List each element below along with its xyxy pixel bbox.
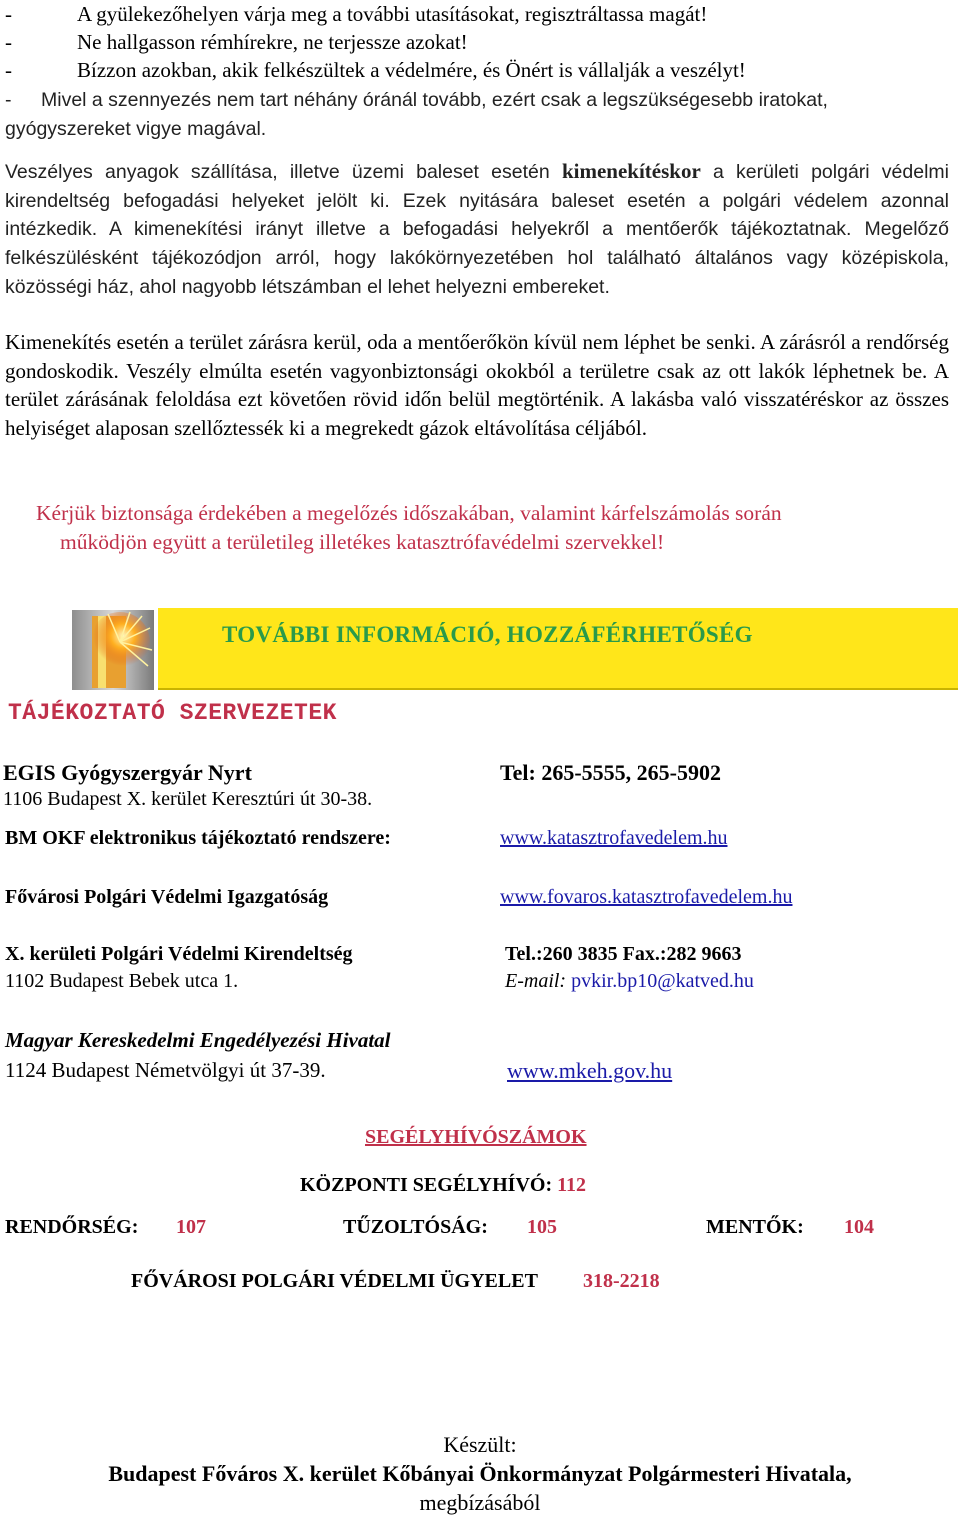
kirendeltseg-name: X. kerületi Polgári Védelmi Kirendeltség: [5, 943, 353, 965]
central-emergency: [300, 1174, 586, 1197]
bullet-item: - Bízzon azokban, akik felkészültek a védelmére, és Önért is vállalják a veszélyt!: [5, 58, 746, 82]
emergency-heading: SEGÉLYHÍVÓSZÁMOK: [365, 1126, 587, 1148]
bullet-item: - Mivel a szennyezés nem tart néhány óránál tovább, ezért csak a legszükségesebb iratokat, gyógyszereket vigye magával.: [5, 89, 828, 140]
fire-label: TŰZOLTÓSÁG:: [343, 1216, 488, 1238]
para-rest: a kerületi polgári védelmi kirendeltség befogadási helyeket jelölt ki. Ezek nyitására baleset esetén a polgári védelem azonnal intézkedik. A kimenekítési irányt illetve a befogadási helyekről a mentőerők tájékoztatnak. Megelőző felkészülésként tájékozódjon arról, hogy lakókörnyezetében hol található általános vagy középiskola, közösségi ház, ahol nagyobb létszámban el lehet helyezni embereket.: [5, 161, 950, 298]
civil-defense-number: 318-2218: [583, 1270, 660, 1292]
egis-name: EGIS Gyógyszergyár Nyrt: [3, 760, 252, 785]
bullet-text: Bízzon azokban, akik felkészültek a védelmére, és Önért is vállalják a veszélyt!: [77, 58, 746, 82]
appeal-line-1: Kérjük biztonsága érdekében a megelőzés időszakában, valamint kárfelszámolás során: [36, 501, 782, 525]
fovarosi-link[interactable]: www.fovaros.katasztrofavedelem.hu: [500, 886, 793, 908]
bullet-item: - Ne hallgasson rémhírekre, ne terjessze azokat!: [5, 30, 468, 54]
bm-okf-name: BM OKF elektronikus tájékoztató rendszere:: [5, 827, 391, 849]
ambulance-label: MENTŐK:: [706, 1216, 804, 1238]
mkeh-address: 1124 Budapest Németvölgyi út 37-39.: [5, 1058, 326, 1082]
para-bold-term: kimenekítéskor: [561, 159, 701, 183]
info-banner: [158, 608, 958, 690]
footer-commission: megbízásából: [419, 1490, 541, 1515]
bullet-item: - A gyülekezőhelyen várja meg a további utasításokat, regisztráltassa magát!: [5, 2, 708, 26]
central-number: 112: [557, 1174, 587, 1196]
kirendeltseg-address: 1102 Budapest Bebek utca 1.: [5, 970, 239, 992]
org-heading: TÁJÉKOZTATÓ SZERVEZETEK: [8, 700, 337, 726]
mkeh-link[interactable]: www.mkeh.gov.hu: [507, 1058, 673, 1083]
email-label: E-mail:: [505, 970, 567, 992]
fovarosi-name: Fővárosi Polgári Védelmi Igazgatóság: [5, 886, 329, 908]
mkeh-name: Magyar Kereskedelmi Engedélyezési Hivatal: [5, 1028, 391, 1052]
evacuation-paragraph: [5, 157, 949, 302]
email-link[interactable]: pvkir.bp10@katved.hu: [571, 970, 754, 992]
bullet-text: Ne hallgasson rémhírekre, ne terjessze azokat!: [77, 30, 468, 54]
closure-paragraph: Kimenekítés esetén a terület zárásra kerül, oda a mentőerőkön kívül nem léphet be senki. A zárásról a rendőrség gondoskodik. Veszély elmúlta esetén vagyonbiztonsági okokból a területre csak az ott lakók léphetnek be. A terület zárásának feloldása ezt követően rövid időn belül megtörténik. A lakásba való visszatéréskor az összes helyiséget alaposan szellőztessék ki a megrekedt gázok eltávolítása céljából.: [5, 330, 949, 441]
egis-address: 1106 Budapest X. kerület Keresztúri út 30-38.: [3, 788, 373, 810]
banner-title: TOVÁBBI INFORMÁCIÓ, HOZZÁFÉRHETŐSÉG: [222, 622, 753, 647]
kirendeltseg-tel: Tel.:260 3835 Fax.:282 9663: [505, 943, 742, 965]
appeal-line-2: működjön együtt a területileg illetékes katasztrófavédelmi szervekkel!: [60, 530, 665, 554]
bm-okf-link[interactable]: www.katasztrofavedelem.hu: [500, 827, 728, 849]
police-number: 107: [176, 1216, 206, 1238]
civil-defense-label: FŐVÁROSI POLGÁRI VÉDELMI ÜGYELET: [131, 1270, 538, 1292]
footer-prepared: Készült:: [443, 1432, 517, 1457]
bullet-text: A gyülekezőhelyen várja meg a további utasításokat, regisztráltassa magát!: [77, 2, 708, 26]
police-label: RENDŐRSÉG:: [5, 1216, 139, 1238]
bullet-text: Mivel a szennyezés nem tart néhány óránál tovább, ezért csak a legszükségesebb iratokat, gyógyszereket vigye magával.: [5, 89, 828, 140]
ambulance-number: 104: [844, 1216, 874, 1238]
egis-tel: Tel: 265-5555, 265-5902: [500, 760, 722, 785]
para-lead: Veszélyes anyagok szállítása, illetve üzemi baleset esetén: [5, 161, 562, 183]
central-label: KÖZPONTI SEGÉLYHÍVÓ:: [300, 1174, 553, 1196]
fire-number: 105: [527, 1216, 557, 1238]
kirendeltseg-email-row: [505, 970, 754, 993]
fire-spark-icon: [72, 610, 154, 690]
footer-office: Budapest Főváros X. kerület Kőbányai Önkormányzat Polgármesteri Hivatala,: [108, 1461, 852, 1486]
